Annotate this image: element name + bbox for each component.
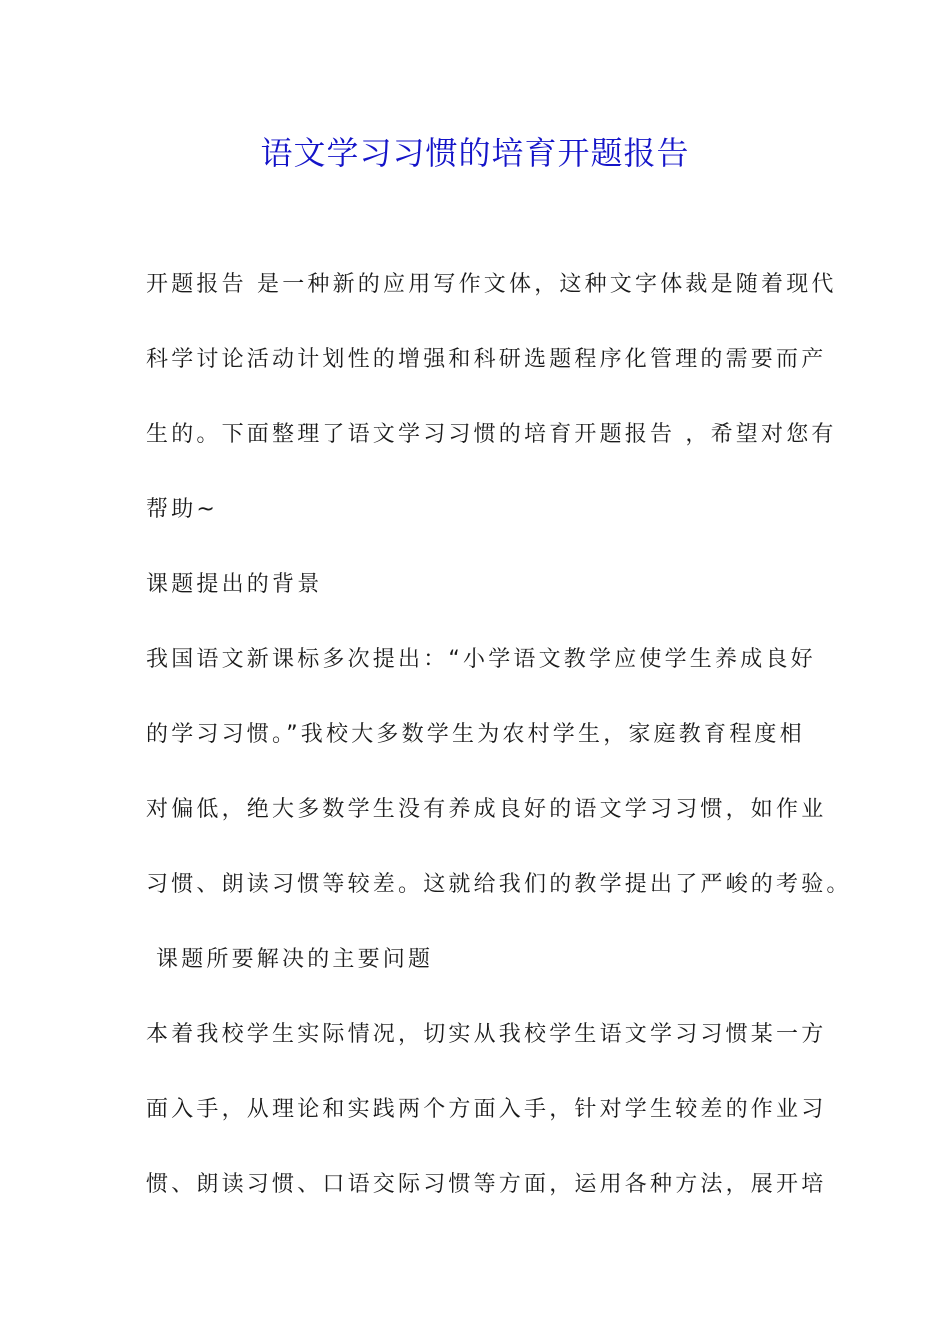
paragraph-line: 习惯、朗读习惯等较差。这就给我们的教学提出了严峻的考验。 xyxy=(146,872,852,897)
document-body xyxy=(146,262,852,1237)
section-heading-background: 课题提出的背景 xyxy=(146,572,323,597)
paragraph-line: 生的。下面整理了语文学习习惯的培育开题报告 ，希望对您有 xyxy=(146,422,837,447)
document-title: 语文学习习惯的培育开题报告 xyxy=(260,134,690,172)
paragraph-line: 面入手，从理论和实践两个方面入手，针对学生较差的作业习 xyxy=(146,1097,827,1122)
section-heading-main-problems: 课题所要解决的主要问题 xyxy=(156,947,434,972)
paragraph-line: 帮助~ xyxy=(146,497,219,522)
paragraph-line: 我国语文新课标多次提出：“小学语文教学应使学生养成良好 xyxy=(146,647,816,672)
paragraph-line: 开题报告 是一种新的应用写作文体，这种文字体裁是随着现代 xyxy=(146,272,837,297)
paragraph-line: 对偏低，绝大多数学生没有养成良好的语文学习习惯，如作业 xyxy=(146,797,827,822)
paragraph-line: 的学习习惯。”我校大多数学生为农村学生，家庭教育程度相 xyxy=(146,722,805,747)
paragraph-line: 惯、朗读习惯、口语交际习惯等方面，运用各种方法，展开培 xyxy=(146,1172,827,1197)
paragraph-line: 本着我校学生实际情况，切实从我校学生语文学习习惯某一方 xyxy=(146,1022,827,1047)
paragraph-line: 科学讨论活动计划性的增强和科研选题程序化管理的需要而产 xyxy=(146,347,827,372)
